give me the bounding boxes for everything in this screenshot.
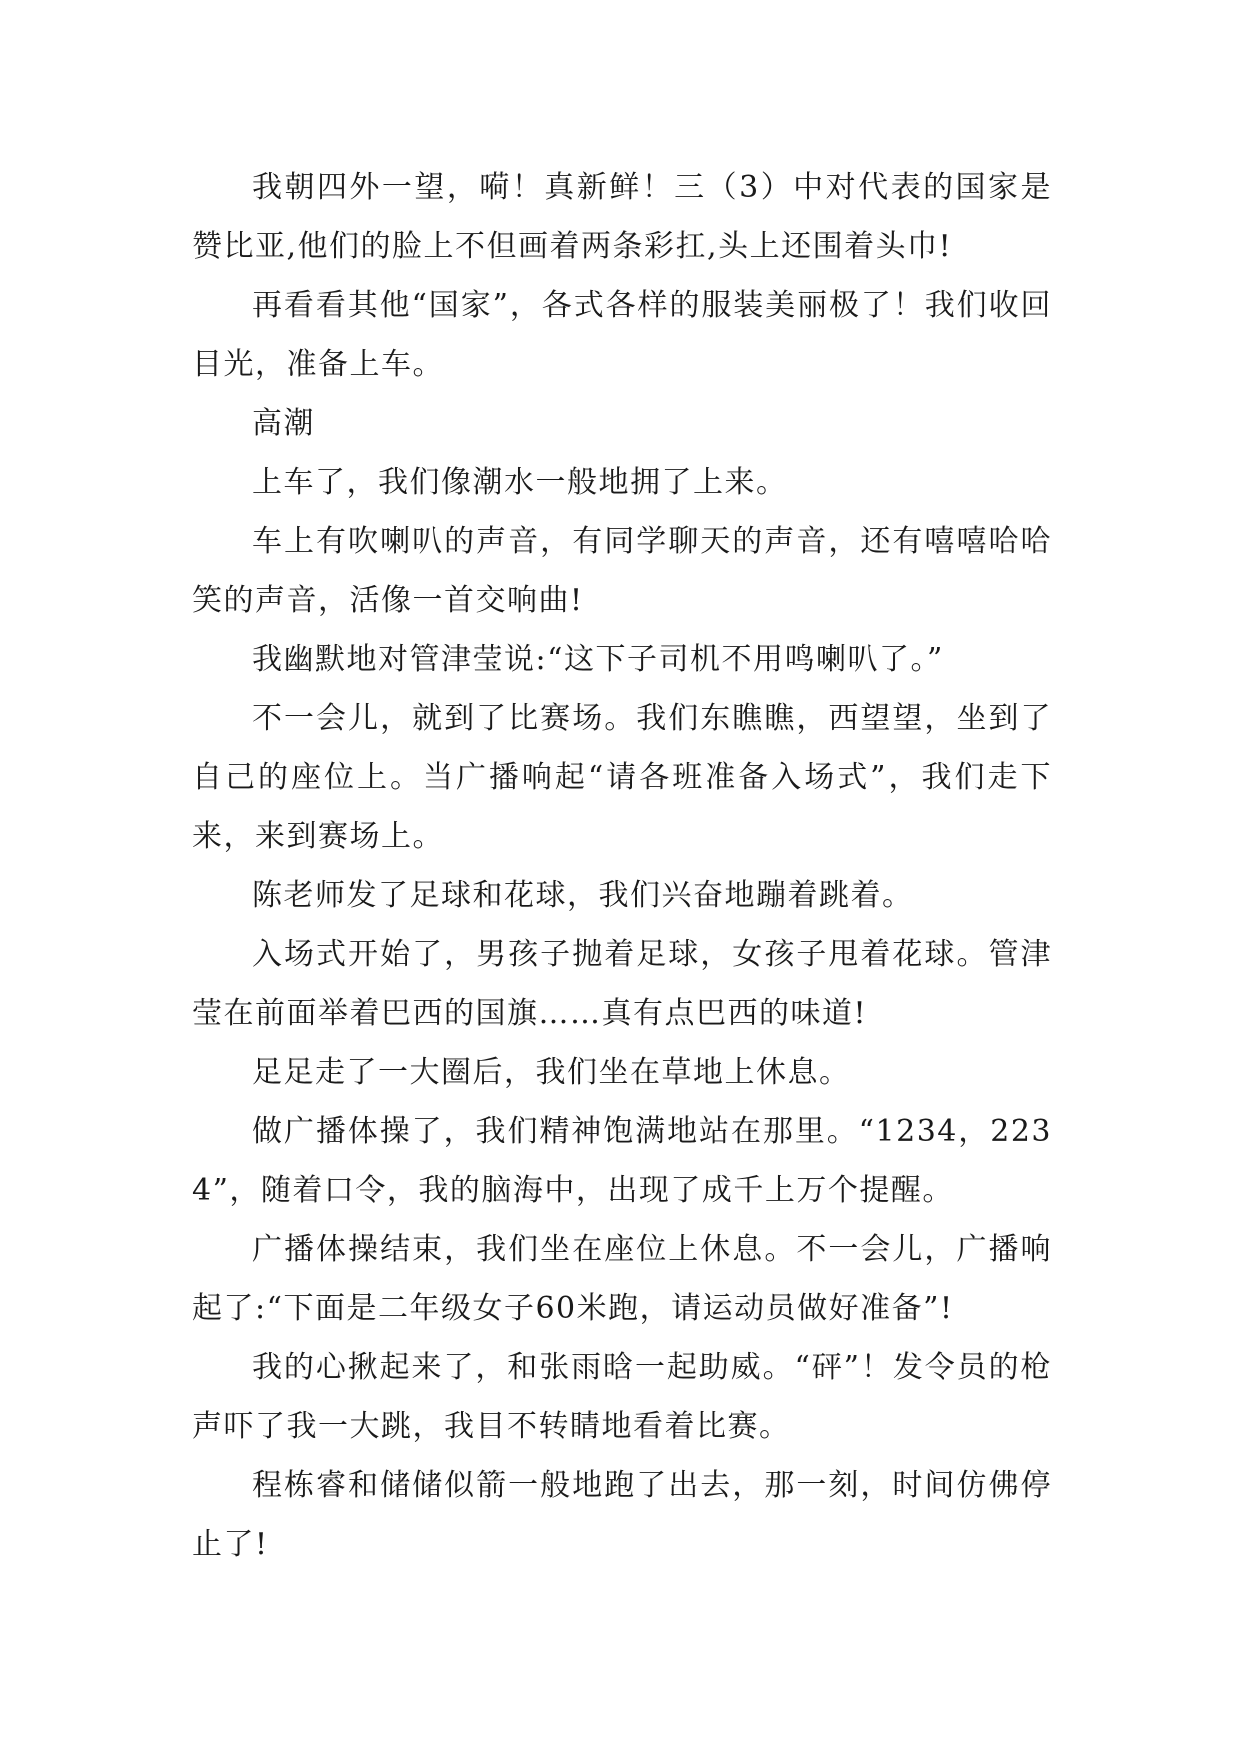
paragraph: 入场式开始了，男孩子抛着足球，女孩子甩着花球。管津莹在前面举着巴西的国旗……真有点巴西的味道!: [192, 937, 1052, 1031]
paragraph: 程栋睿和储储似箭一般地跑了出去，那一刻，时间仿佛停止了!: [192, 1468, 1052, 1562]
paragraph: 陈老师发了足球和花球，我们兴奋地蹦着跳着。: [252, 878, 914, 913]
paragraph: 我的心揪起来了，和张雨晗一起助威。“砰”！发令员的枪声吓了我一大跳，我目不转睛地看着比赛。: [192, 1350, 1052, 1444]
paragraph: 不一会儿，就到了比赛场。我们东瞧瞧，西望望，坐到了自己的座位上。当广播响起“请各班准备入场式”，我们走下来，来到赛场上。: [192, 701, 1052, 854]
paragraph: 足足走了一大圈后，我们坐在草地上休息。: [252, 1055, 851, 1090]
document-page: [192, 158, 1052, 1574]
paragraph: 做广播体操了，我们精神饱满地站在那里。“1234，2234”，随着口令，我的脑海中，出现了成千上万个提醒。: [192, 1114, 1052, 1208]
paragraph: 车上有吹喇叭的声音，有同学聊天的声音，还有嘻嘻哈哈笑的声音，活像一首交响曲!: [192, 524, 1052, 618]
section-heading: 高潮: [252, 406, 315, 441]
paragraph: 我朝四外一望，嗬！真新鲜！三（3）中对代表的国家是赞比亚,他们的脸上不但画着两条彩扛,头上还围着头巾!: [192, 170, 1052, 264]
paragraph: 再看看其他“国家”，各式各样的服装美丽极了！我们收回目光，准备上车。: [192, 288, 1052, 382]
paragraph: 上车了，我们像潮水一般地拥了上来。: [252, 465, 788, 500]
paragraph: 广播体操结束，我们坐在座位上休息。不一会儿，广播响起了:“下面是二年级女子60米跑，请运动员做好准备”!: [192, 1232, 1052, 1326]
paragraph: 我幽默地对管津莹说:“这下子司机不用鸣喇叭了。”: [252, 642, 944, 677]
